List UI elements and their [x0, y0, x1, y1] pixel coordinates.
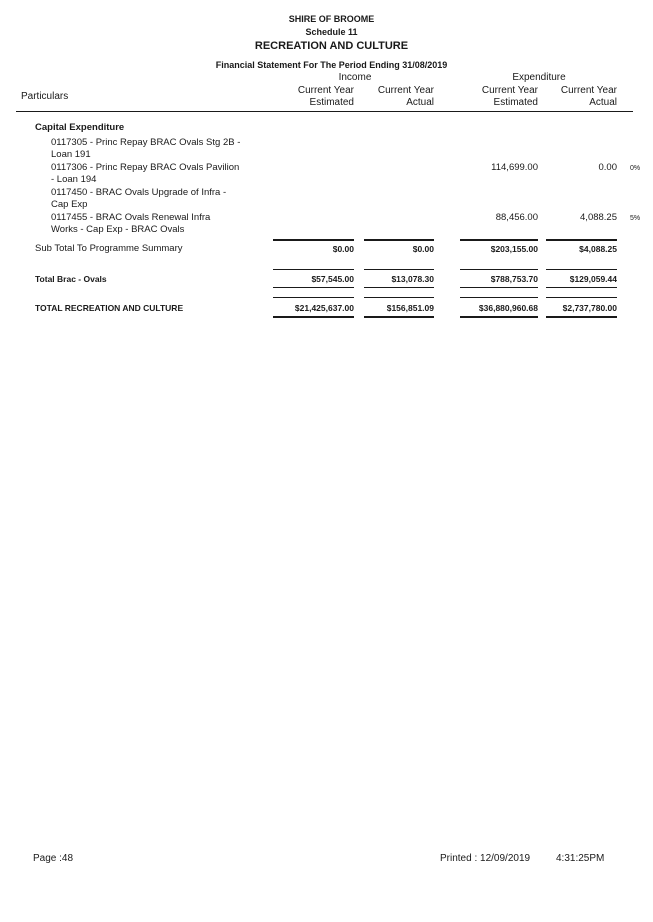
brac-total-exp-actual: $129,059.44	[569, 274, 617, 284]
program-total-rule-exp-estimated	[460, 297, 538, 298]
subtotal-label: Sub Total To Programme Summary	[35, 243, 183, 254]
printed-time: 4:31:25PM	[556, 853, 605, 864]
income-actual-header-line2: Actual	[406, 97, 434, 108]
item-0117305-line1: 0117305 - Princ Repay BRAC Ovals Stg 2B -	[51, 137, 241, 148]
header-rule	[16, 111, 633, 112]
org-name: SHIRE OF BROOME	[288, 14, 375, 24]
exp-estimated-header-line1: Current Year	[481, 85, 538, 96]
item-0117305-line2: Loan 191	[51, 149, 91, 160]
program-total-rule-exp-actual	[546, 297, 617, 298]
program-total-rule-income-actual	[364, 297, 434, 298]
item-0117306-line2: - Loan 194	[51, 174, 97, 185]
subtotal-exp-actual: $4,088.25	[579, 244, 617, 254]
item-0117455-exp-estimated: 88,456.00	[495, 212, 538, 223]
subtotal-exp-estimated: $203,155.00	[490, 244, 538, 254]
item-0117306-percent: 0%	[630, 165, 641, 172]
section-title: Capital Expenditure	[35, 122, 125, 133]
program-total-underline-income-actual	[364, 316, 434, 318]
brac-total-income-actual: $13,078.30	[391, 274, 434, 284]
brac-total-rule-income-estimated	[273, 269, 354, 270]
program-total-exp-actual: $2,737,780.00	[562, 303, 617, 313]
program-total-underline-income-estimated	[273, 316, 354, 318]
particulars-header: Particulars	[21, 91, 69, 102]
item-0117455-percent: 5%	[630, 215, 641, 222]
item-0117455-line2: Works - Cap Exp - BRAC Ovals	[51, 224, 185, 235]
subtotal-income-estimated: $0.00	[332, 244, 354, 254]
item-0117306-exp-actual: 0.00	[598, 162, 617, 173]
program-total-label: TOTAL RECREATION AND CULTURE	[35, 303, 184, 313]
printed-date: Printed : 12/09/2019	[440, 853, 531, 864]
brac-total-rule-exp-actual	[546, 269, 617, 270]
brac-total-underline-exp-actual	[546, 287, 617, 288]
schedule-label: Schedule 11	[305, 27, 358, 37]
subtotal-rule-income-actual	[364, 239, 434, 241]
brac-total-exp-estimated: $788,753.70	[490, 274, 538, 284]
program-title: RECREATION AND CULTURE	[254, 40, 409, 52]
brac-total-income-estimated: $57,545.00	[311, 274, 354, 284]
item-0117306-exp-estimated: 114,699.00	[491, 162, 538, 173]
income-estimated-header-line1: Current Year	[297, 85, 354, 96]
brac-total-rule-income-actual	[364, 269, 434, 270]
program-total-income-estimated: $21,425,637.00	[294, 303, 354, 313]
expenditure-group-header: Expenditure	[512, 72, 566, 83]
exp-estimated-header-line2: Estimated	[493, 97, 538, 108]
exp-actual-header-line2: Actual	[589, 97, 617, 108]
page-number: Page :48	[33, 853, 74, 864]
subtotal-rule-exp-estimated	[460, 239, 538, 241]
period-title: Financial Statement For The Period Ending 31/08/2019	[215, 60, 448, 70]
brac-total-rule-exp-estimated	[460, 269, 538, 270]
program-total-underline-exp-actual	[546, 316, 617, 318]
item-0117450-line1: 0117450 - BRAC Ovals Upgrade of Infra -	[51, 187, 227, 198]
program-total-rule-income-estimated	[273, 297, 354, 298]
program-total-exp-estimated: $36,880,960.68	[478, 303, 538, 313]
subtotal-income-actual: $0.00	[412, 244, 434, 254]
item-0117450-line2: Cap Exp	[51, 199, 88, 210]
brac-total-underline-exp-estimated	[460, 287, 538, 288]
subtotal-rule-exp-actual	[546, 239, 617, 241]
income-estimated-header-line2: Estimated	[309, 97, 354, 108]
program-total-underline-exp-estimated	[460, 316, 538, 318]
subtotal-rule-income-estimated	[273, 239, 354, 241]
income-actual-header-line1: Current Year	[377, 85, 434, 96]
item-0117306-line1: 0117306 - Princ Repay BRAC Ovals Pavilion	[51, 162, 240, 173]
brac-total-underline-income-actual	[364, 287, 434, 288]
program-total-income-actual: $156,851.09	[386, 303, 434, 313]
exp-actual-header-line1: Current Year	[560, 85, 617, 96]
item-0117455-exp-actual: 4,088.25	[580, 212, 617, 223]
brac-total-label: Total Brac - Ovals	[35, 274, 107, 284]
item-0117455-line1: 0117455 - BRAC Ovals Renewal Infra	[51, 212, 211, 223]
income-group-header: Income	[338, 72, 372, 83]
brac-total-underline-income-estimated	[273, 287, 354, 288]
